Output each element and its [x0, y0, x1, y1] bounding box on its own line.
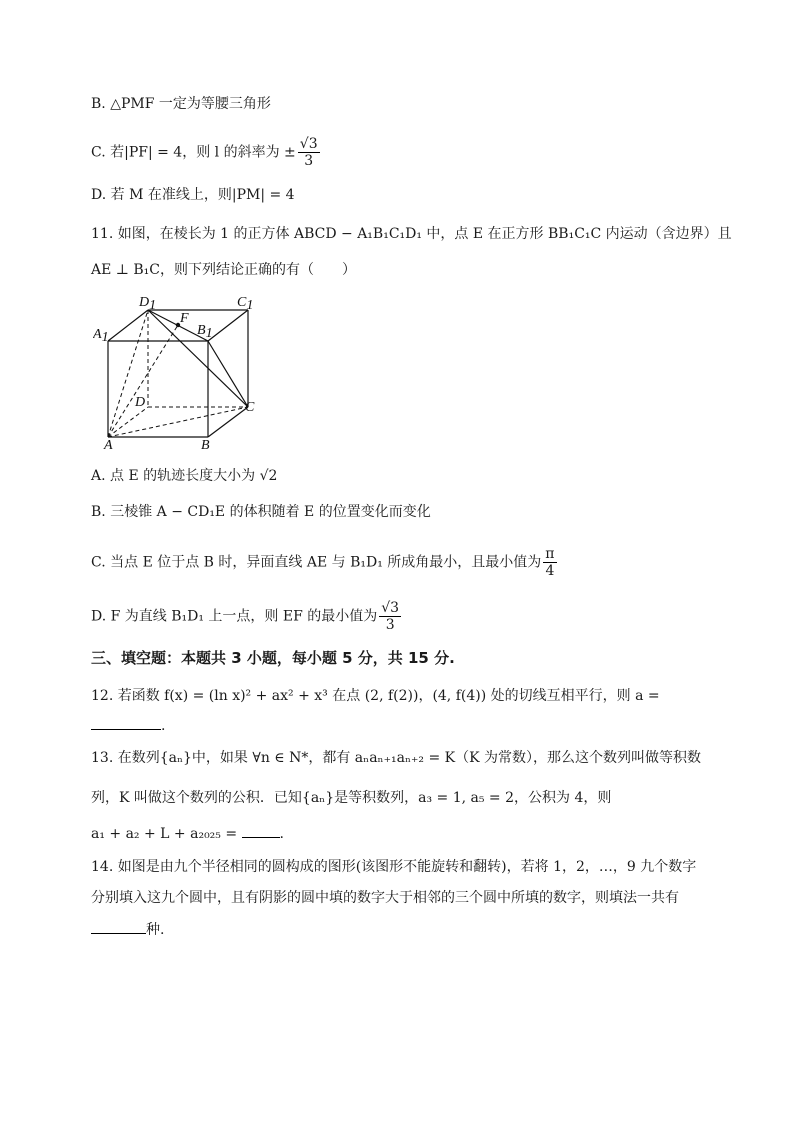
q12-answer-blank[interactable] [91, 715, 161, 730]
label-d1: D1 [139, 296, 157, 313]
q11-option-c-text: C. 当点 E 位于点 B 时，异面直线 AE 与 B₁D₁ 所成角最小，且最小值为 [91, 554, 542, 571]
q11-option-c-fraction [543, 546, 556, 579]
q11-option-b: B. 三棱锥 A − CD₁E 的体积随着 E 的位置变化而变化 [91, 504, 431, 520]
label-d: D [135, 395, 146, 410]
q13-stem-line3 [91, 823, 284, 844]
q14-tail: 种. [146, 922, 165, 938]
cube-figure [93, 296, 273, 456]
label-a1: A1 [93, 327, 109, 345]
q11-stem-line1: 11. 如图，在棱长为 1 的正方体 ABCD − A₁B₁C₁D₁ 中，点 E 在正方形 BB₁C₁C 内运动（含边界）且 [91, 226, 732, 242]
q11-option-c [91, 546, 559, 579]
q11-option-d [91, 600, 403, 633]
fraction-denominator: 3 [385, 617, 395, 633]
label-b1: B1 [197, 323, 213, 341]
label-c1: C1 [237, 296, 254, 313]
q11-option-d-fraction [379, 600, 401, 633]
q12-stem: 12. 若函数 f(x) = (ln x)² + ax² + x³ 在点 (2, f(2))，(4, f(4)) 处的切线互相平行，则 a = [91, 688, 660, 704]
q11-option-d-text: D. F 为直线 B₁D₁ 上一点，则 EF 的最小值为 [91, 608, 378, 625]
fraction-denominator: 3 [304, 153, 314, 169]
q11-option-a: A. 点 E 的轨迹长度大小为 √2 [91, 468, 278, 484]
q13-stem-line2: 列，K 叫做这个数列的公积．已知{aₙ}是等积数列，a₃ = 1, a₅ = 2，公积为 4，则 [91, 790, 612, 806]
q14-answer-line [91, 919, 164, 940]
section-3-title: 三、填空题：本题共 3 小题，每小题 5 分，共 15 分. [91, 649, 455, 667]
fraction-numerator: √3 [381, 600, 400, 616]
q10-option-c-fraction [298, 136, 320, 169]
fraction-numerator: π [545, 546, 555, 562]
q13-answer-blank[interactable] [242, 823, 280, 838]
label-f: F [180, 311, 189, 326]
q10-option-b: B. △PMF 一定为等腰三角形 [91, 96, 271, 112]
q11-stem-line2: AE ⊥ B₁C，则下列结论正确的有（ ） [91, 262, 357, 278]
fraction-denominator: 4 [545, 563, 555, 579]
q10-option-c [91, 136, 322, 169]
q12-answer-line [91, 715, 165, 736]
label-c: C [245, 400, 255, 415]
label-b: B [201, 438, 210, 453]
q14-stem-line1: 14. 如图是由九个半径相同的圆构成的图形(该图形不能旋转和翻转)，若将 1，2，…，9 九个数字 [91, 859, 697, 875]
q13-period: . [279, 826, 284, 842]
q10-option-c-text: C. 若|PF| = 4，则 l 的斜率为 ± [91, 144, 296, 161]
q14-stem-line2: 分别填入这九个圆中，且有阴影的圆中填的数字大于相邻的三个圆中所填的数字，则填法一共有 [91, 890, 679, 906]
q10-option-d: D. 若 M 在准线上，则|PM| = 4 [91, 187, 295, 203]
q14-answer-blank[interactable] [91, 919, 146, 934]
fraction-numerator: √3 [299, 136, 318, 152]
q13-stem-line1: 13. 在数列{aₙ}中，如果 ∀n ∈ N*，都有 aₙaₙ₊₁aₙ₊₂ = K（K 为常数），那么这个数列叫做等积数 [91, 750, 702, 766]
q13-sum-expression: a₁ + a₂ + L + a₂₀₂₅ = [91, 826, 238, 842]
label-a: A [104, 438, 113, 453]
q12-period: . [161, 718, 166, 734]
